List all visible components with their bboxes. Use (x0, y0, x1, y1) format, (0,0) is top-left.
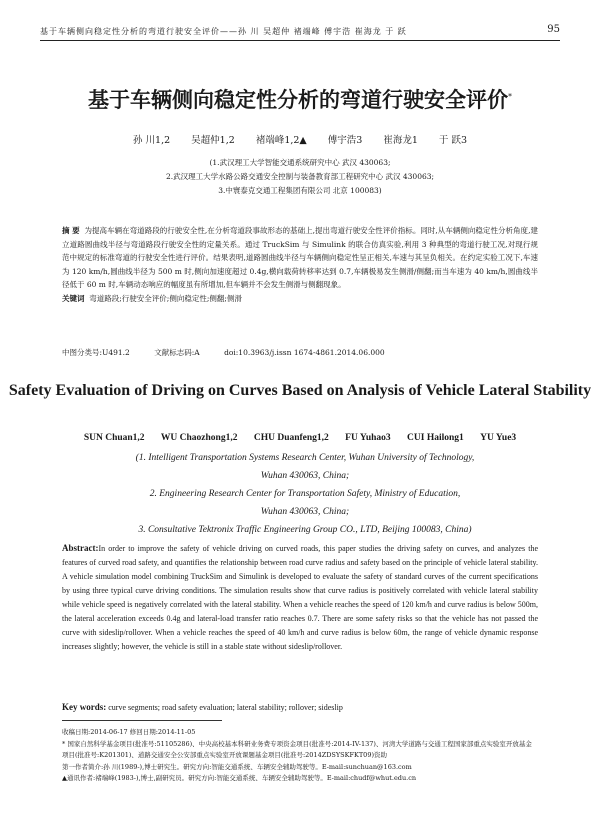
author-en: CUI Hailong1 (407, 433, 464, 443)
footnote: * 国家自然科学基金项目(批准号:51105286)、中央高校基本科研业务费专项资金项目(批准号:2014-IV-137)、河湾大学道路与交通工程国家部重点实验室开放基金项目(批准号:K201301)、道路交通安全公安部重点实验室开放课题基金项目(批准号:2014ZDSYSKFKT09)资助 (62, 739, 532, 759)
title-en: Safety Evaluation of Driving on Curves Based on Analysis of Vehicle Lateral Stability (8, 382, 592, 399)
running-header (40, 24, 560, 41)
author-en: WU Chaozhong1,2 (160, 433, 238, 443)
abstract-cn-label: 摘 要 (62, 226, 80, 235)
affiliation-en: Wuhan 430063, China; (260, 471, 350, 481)
affiliation-cn: (1.武汉理工大学智能交通系统研究中心 武汉 430063; (209, 158, 391, 167)
title-footnote-mark: * (508, 92, 512, 101)
abstract-en (62, 541, 538, 654)
footnote: ▲通讯作者:褚端峰(1983-),博士,副研究员。研究方向:智能交通系统、车辆安全辅助驾驶等。E-mail:chudf@whut.edu.cn (62, 774, 417, 782)
author-cn: 于 跃3 (438, 135, 467, 146)
affiliation-en: 3. Consultative Tektronix Traffic Engineering Group CO., LTD, Beijing 100083, China) (138, 525, 472, 535)
keywords-en-text: curve segments; road safety evaluation; lateral stability; rollover; sideslip (108, 703, 343, 712)
abstract-en-text: In order to improve the safety of vehicle driving on curved roads, this paper studies the driving safety on curves, and analyzes the features of curved road safety, and quantifies the relationship between road curve radius and safety based on the principle of vehicle lateral stability. A vehicle simulation model combining TruckSim and Simulink is developed to evaluate the safety of standard curves of the current specifications by using three typical curve driving conditions. The simulation results show that curve radius is positively correlated with vehicle lateral stability while vehicle speed is negatively correlated with the lateral stability. When a vehicle reaches the speed of 120 km/h and curve radius is below 500m, the lateral acceleration exceeds 0.4g and lateral-load transfer ratio reaches 0.7. There are some safety risks so that the vehicle has not passed the curve with sideslip/rollover. When a vehicle reaches the speed of 40 km/h and curve radius is below 60m, the range of vehicle dynamic response increases slightly; however, the vehicle is still in a stable state without sideslip/rollover. (62, 544, 538, 651)
affiliation-en: (1. Intelligent Transportation Systems Research Center, Wuhan University of Technology, (135, 453, 475, 463)
author-cn: 孙 川1,2 (133, 135, 171, 146)
author-cn: 褚端峰1,2▲ (255, 135, 307, 146)
author-cn: 傅宇浩3 (327, 135, 363, 146)
author-en: CHU Duanfeng1,2 (253, 433, 329, 443)
footnotes (62, 727, 538, 785)
footnote-divider (62, 720, 222, 721)
footnote: 第一作者简介:孙 川(1989-),博士研究生。研究方向:智能交通系统、车辆安全辅助驾驶等。E-mail:sunchuan@163.com (62, 762, 412, 771)
author-cn: 崔海龙1 (383, 135, 418, 146)
affiliation-en: 2. Engineering Research Center for Transportation Safety, Ministry of Education, (149, 489, 461, 499)
doi: doi:10.3963/j.issn 1674-4861.2014.06.000 (224, 348, 385, 357)
keywords-cn (62, 292, 538, 306)
keywords-en (62, 702, 343, 712)
author-cn: 吴超仲1,2 (191, 135, 235, 146)
abstract-cn-text: 为提高车辆在弯道路段的行驶安全性,在分析弯道段事故形态的基础上,提出弯道行驶安全性评价指标。同时,从车辆侧向稳定性分析角度,建立道路圆曲线半径与弯道路段行驶安全性的定量关系。通过 TruckSim 与 Simulink 的联合仿真实验,利用 3 种典型的弯道行驶工况,对现行规范中规定的标准弯道的行驶安全性进行评价。结果表明,道路圆曲线半径与车辆侧向稳定性呈正相关,车速与其呈负相关。在约定实验工况下,车速为 120 km/h,圆曲线半径为 500 m 时,侧向加速度超过 0.4g,横向载荷转移率达到 0.7,车辆极易发生侧滑/侧翻;而当车速为 40 km/h,圆曲线半径低于 60 m 时,车辆动态响应的幅度虽有所增加,但车辆并不会发生侧滑与侧翻现象。 (62, 226, 538, 289)
page-number: 95 (547, 24, 560, 35)
running-title: 基于车辆侧向稳定性分析的弯道行驶安全评价——孙 川 吴超仲 褚端峰 傅宇浩 崔海龙 于 跃 (40, 27, 407, 36)
affiliation-cn: 3.中寰泰克交通工程集团有限公司 北京 100083) (218, 186, 382, 195)
title-cn: 基于车辆侧向稳定性分析的弯道行驶安全评价* (88, 88, 512, 112)
keywords-cn-text: 弯道路段;行驶安全评价;侧向稳定性;侧翻;侧滑 (89, 293, 242, 303)
affiliations-en (70, 449, 540, 539)
article-meta-cn (62, 347, 407, 358)
footnote: 收稿日期:2014-06-17 修回日期:2014-11-05 (62, 728, 196, 736)
author-en: SUN Chuan1,2 (83, 433, 145, 443)
authors-en (0, 433, 600, 443)
abstract-en-label: Abstract: (62, 543, 99, 553)
abstract-cn (62, 224, 538, 305)
document-code: 文献标志码:A (154, 348, 200, 357)
affiliations-cn (0, 156, 600, 198)
affiliation-en: Wuhan 430063, China; (260, 507, 350, 517)
keywords-cn-label: 关键词 (62, 293, 85, 303)
keywords-en-label: Key words: (62, 702, 107, 712)
author-en: YU Yue3 (480, 433, 517, 443)
affiliation-cn: 2.武汉理工大学水路公路交通安全控制与装备教育部工程研究中心 武汉 430063; (165, 172, 435, 181)
authors-cn (0, 132, 600, 146)
class-number: 中图分类号:U491.2 (62, 348, 130, 357)
author-en: FU Yuhao3 (345, 433, 391, 443)
